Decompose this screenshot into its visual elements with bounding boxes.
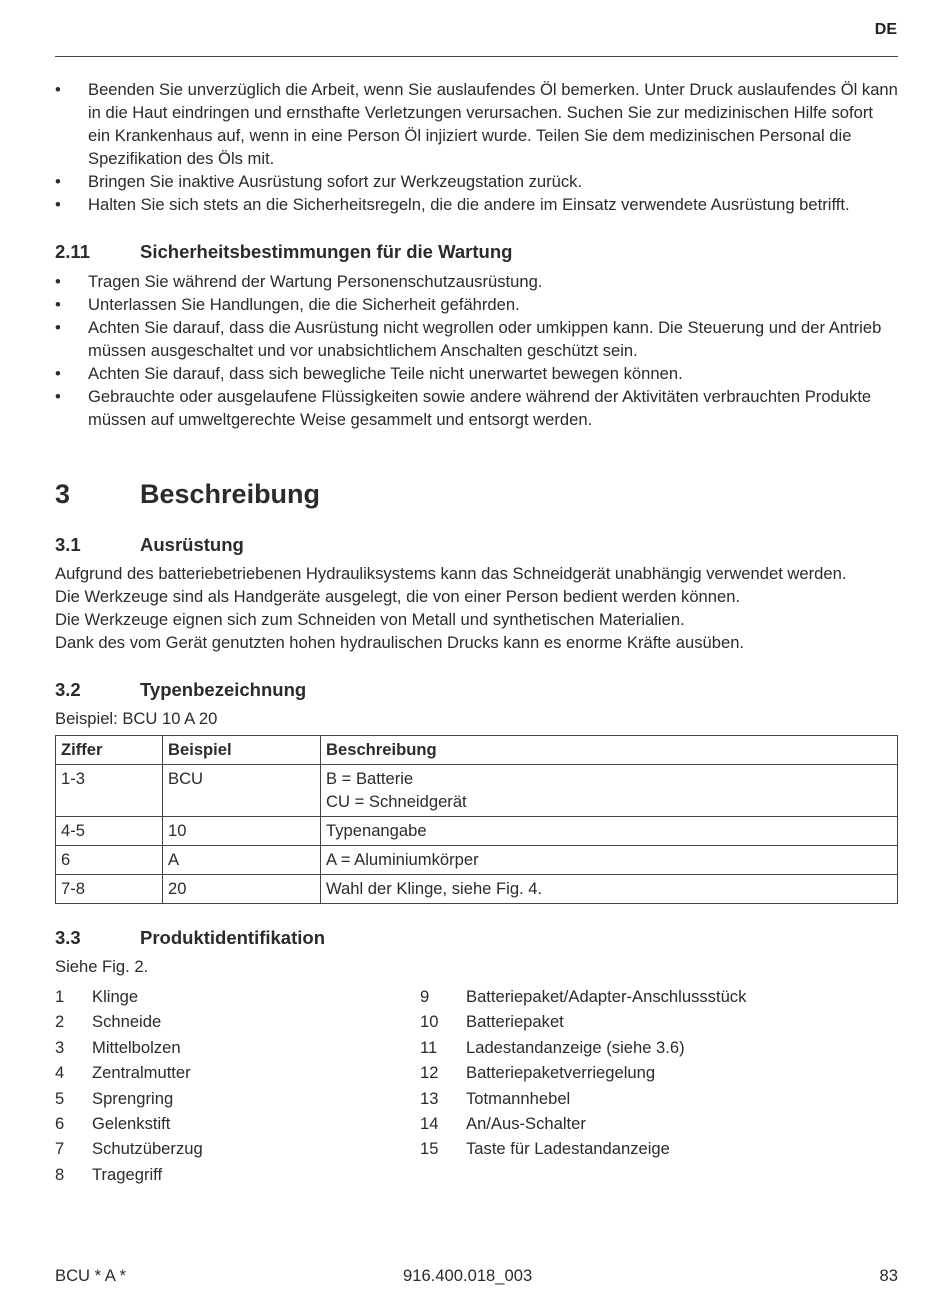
parts-column-left bbox=[55, 984, 420, 1187]
list-item: 1 Klinge bbox=[55, 987, 139, 1006]
table-row bbox=[56, 817, 898, 846]
list-item: • Achten Sie darauf, dass sich bewegliche Teile nicht unerwartet bewegen können. bbox=[55, 364, 683, 383]
list-item: 9 Batteriepaket/Adapter-Anschlussstück bbox=[420, 987, 747, 1006]
column-header: Ziffer bbox=[56, 736, 163, 765]
list-item: 4 Zentralmutter bbox=[55, 1063, 191, 1083]
page-number: 83 bbox=[879, 1266, 898, 1285]
table-cell: Wahl der Klinge, siehe Fig. 4. bbox=[321, 875, 898, 904]
section-heading-3-1: 3.1 Ausrüstung bbox=[55, 534, 244, 555]
list-item: • Unterlassen Sie Handlungen, die die Sicherheit gefährden. bbox=[55, 295, 520, 314]
table-cell: 10 bbox=[163, 817, 321, 846]
list-item: • Halten Sie sich stets an die Sicherheitsregeln, die die andere im Einsatz verwendete Ausrüstung betrifft. bbox=[55, 195, 850, 214]
section-heading-2-11: 2.11 Sicherheitsbestimmungen für die Wartung bbox=[55, 241, 513, 262]
table-header-row bbox=[56, 736, 898, 765]
intro-bullet-list bbox=[55, 78, 898, 216]
parts-column-right bbox=[420, 984, 785, 1187]
page-content bbox=[55, 78, 898, 1187]
list-item: 3 Mittelbolzen bbox=[55, 1037, 181, 1057]
table-cell: A = Aluminiumkörper bbox=[321, 846, 898, 875]
list-item: 6 Gelenkstift bbox=[55, 1114, 171, 1134]
table-cell: B = Batterie CU = Schneidgerät bbox=[321, 765, 898, 817]
table-cell: 1-3 bbox=[56, 765, 163, 817]
type-example: Beispiel: BCU 10 A 20 bbox=[55, 709, 218, 728]
list-item: • Bringen Sie inaktive Ausrüstung sofort zur Werkzeugstation zurück. bbox=[55, 172, 583, 191]
equipment-description bbox=[55, 562, 898, 654]
table-cell: 4-5 bbox=[56, 817, 163, 846]
paragraph: Die Werkzeuge sind als Handgeräte ausgelegt, die von einer Person bedient werden können. bbox=[55, 587, 741, 606]
list-item: 10 Batteriepaket bbox=[420, 1012, 564, 1032]
language-code: DE bbox=[874, 21, 897, 38]
section-heading-3-2: 3.2 Typenbezeichnung bbox=[55, 679, 307, 700]
list-item: • Tragen Sie während der Wartung Personenschutzausrüstung. bbox=[55, 272, 543, 291]
list-item: 13 Totmannhebel bbox=[420, 1088, 571, 1108]
list-item: 8 Tragegriff bbox=[55, 1164, 163, 1184]
chapter-heading-3: 3 Beschreibung bbox=[55, 479, 321, 509]
list-item: • Achten Sie darauf, dass die Ausrüstung nicht wegrollen oder umkippen kann. Die Steuerung und der Antrieb müssen ausgeschaltet und vor unabsichtlichem Anschalten geschützt sein. bbox=[55, 318, 882, 360]
list-item: • Beenden Sie unverzüglich die Arbeit, wenn Sie auslaufendes Öl bemerken. Unter Druck auslaufendes Öl kann in die Haut eindringen und ernsthafte Verletzungen verursachen. Suchen Sie zur medizinischen Hilfe sofort ein Krankenhaus auf, wenn in eine Person Öl injiziert wurde. Teilen Sie dem medizinischen Personal die Spezifikation des Öls mit. bbox=[55, 80, 898, 168]
list-item: 15 Taste für Ladestandanzeige bbox=[420, 1139, 670, 1159]
table-row bbox=[56, 765, 898, 817]
list-item: 12 Batteriepaketverriegelung bbox=[420, 1063, 656, 1083]
column-header: Beschreibung bbox=[321, 736, 898, 765]
maintenance-bullet-list bbox=[55, 270, 898, 431]
section-heading-3-3: 3.3 Produktidentifikation bbox=[55, 927, 325, 948]
table-row bbox=[56, 846, 898, 875]
footer-document-number: 916.400.018_003 bbox=[403, 1266, 533, 1285]
table-cell: A bbox=[163, 846, 321, 875]
table-cell: Typenangabe bbox=[321, 817, 898, 846]
column-header: Beispiel bbox=[163, 736, 321, 765]
table-cell: 7-8 bbox=[56, 875, 163, 904]
table-cell: BCU bbox=[163, 765, 321, 817]
figure-reference: Siehe Fig. 2. bbox=[55, 957, 149, 976]
list-item: 14 An/Aus-Schalter bbox=[420, 1114, 586, 1134]
footer-model: BCU * A * bbox=[55, 1266, 127, 1285]
paragraph: Die Werkzeuge eignen sich zum Schneiden von Metall und synthetischen Materialien. bbox=[55, 610, 685, 629]
product-parts-list bbox=[55, 984, 898, 1187]
list-item: 11 Ladestandanzeige (siehe 3.6) bbox=[420, 1037, 685, 1057]
list-item: 7 Schutzüberzug bbox=[55, 1139, 203, 1159]
list-item: 2 Schneide bbox=[55, 1012, 162, 1032]
table-cell: 20 bbox=[163, 875, 321, 904]
paragraph: Dank des vom Gerät genutzten hohen hydraulischen Drucks kann es enorme Kräfte ausüben. bbox=[55, 633, 745, 652]
list-item: 5 Sprengring bbox=[55, 1088, 174, 1108]
table-row bbox=[56, 875, 898, 904]
list-item: • Gebrauchte oder ausgelaufene Flüssigkeiten sowie andere während der Aktivitäten verbrauchten Produkte müssen auf umweltgerechte Weise gesammelt und entsorgt werden. bbox=[55, 387, 872, 429]
header-rule bbox=[55, 56, 898, 57]
type-designation-table bbox=[55, 735, 898, 904]
paragraph: Aufgrund des batteriebetriebenen Hydrauliksystems kann das Schneidgerät unabhängig verwendet werden. bbox=[55, 564, 847, 583]
table-cell: 6 bbox=[56, 846, 163, 875]
